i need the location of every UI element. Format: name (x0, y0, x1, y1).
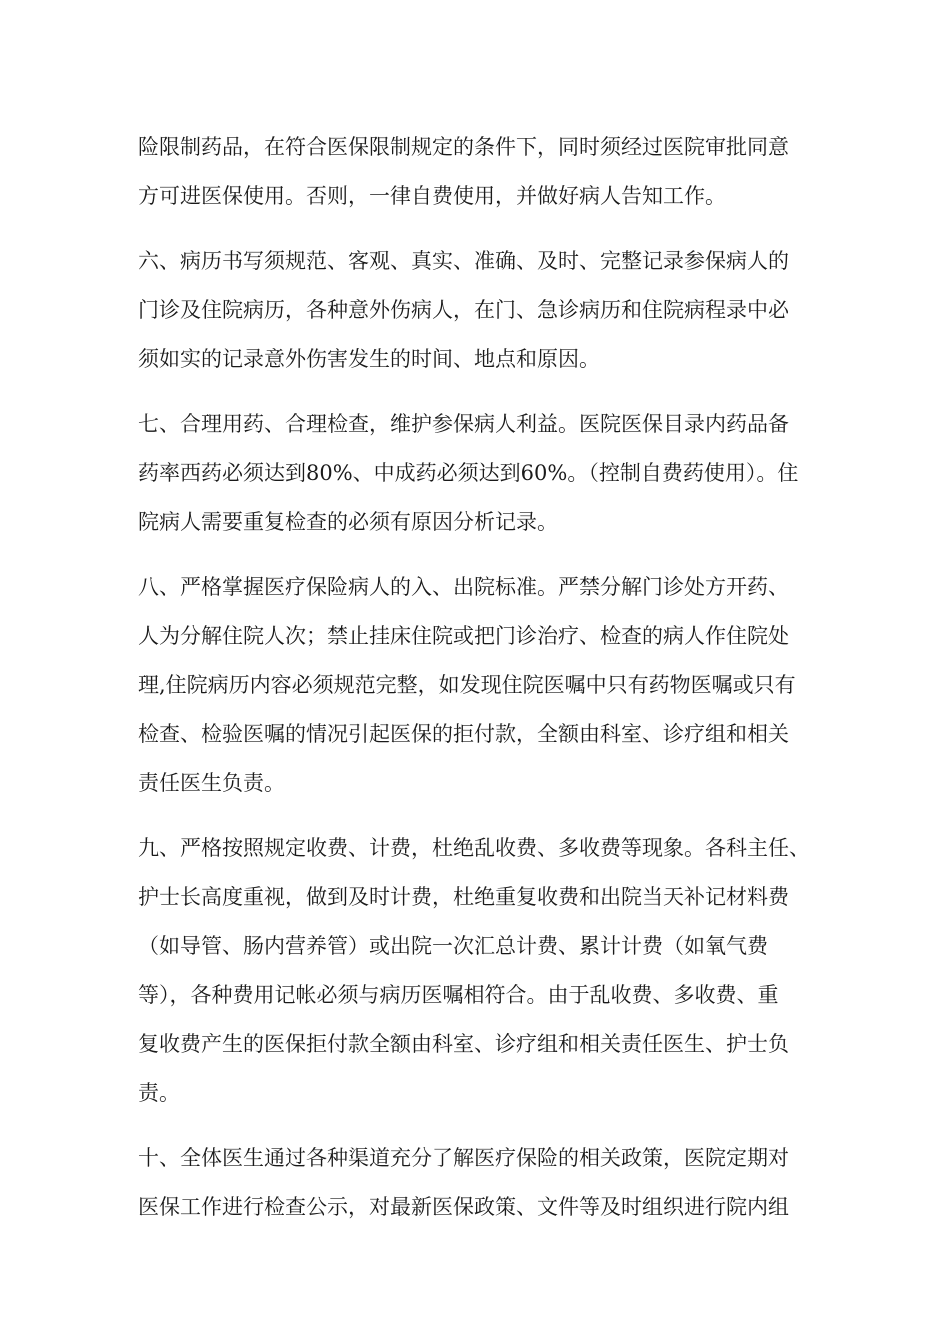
text-line: 须如实的记录意外伤害发生的时间、地点和原因。 (138, 347, 600, 371)
text-line: 方可进医保使用。否则，一律自费使用，并做好病人告知工作。 (138, 184, 726, 208)
text-line: 药率西药必须达到80%、中成药必须达到60%。（控制自费药使用）。住 (138, 461, 799, 485)
paragraph-item-8 (138, 563, 838, 808)
text-line: （如导管、肠内营养管）或出院一次汇总计费、累计计费（如氧气费 (138, 934, 768, 958)
text-line: 责任医生负责。 (138, 771, 285, 795)
text-line: 门诊及住院病历，各种意外伤病人，在门、急诊病历和住院病程录中必 (138, 298, 789, 322)
text-line: 理,住院病历内容必须规范完整，如发现住院医嘱中只有药物医嘱或只有 (138, 673, 796, 697)
text-line: 等），各种费用记帐必须与病历医嘱相符合。由于乱收费、多收费、重 (138, 983, 779, 1007)
text-line: 护士长高度重视，做到及时计费，杜绝重复收费和出院当天补记材料费 (138, 885, 789, 909)
paragraph-item-6 (138, 237, 838, 384)
text-line: 九、严格按照规定收费、计费，杜绝乱收费、多收费等现象。各科主任、 (138, 836, 810, 860)
document-body (138, 123, 838, 1248)
text-line: 八、严格掌握医疗保险病人的入、出院标准。严禁分解门诊处方开药、 (138, 575, 789, 599)
text-line: 人为分解住院人次；禁止挂床住院或把门诊治疗、检查的病人作住院处 (138, 624, 789, 648)
text-line: 检查、检验医嘱的情况引起医保的拒付款，全额由科室、诊疗组和相关 (138, 722, 789, 746)
paragraph-continuation (138, 123, 838, 221)
paragraph-item-10 (138, 1134, 838, 1232)
text-line: 院病人需要重复检查的必须有原因分析记录。 (138, 510, 558, 534)
text-line: 复收费产生的医保拒付款全额由科室、诊疗组和相关责任医生、护士负 (138, 1032, 789, 1056)
text-line: 十、全体医生通过各种渠道充分了解医疗保险的相关政策，医院定期对 (138, 1146, 789, 1170)
paragraph-item-9 (138, 824, 838, 1118)
text-line: 医保工作进行检查公示，对最新医保政策、文件等及时组织进行院内组 (138, 1195, 789, 1219)
paragraph-item-7 (138, 400, 838, 547)
text-line: 险限制药品，在符合医保限制规定的条件下，同时须经过医院审批同意 (138, 135, 789, 159)
text-line: 七、合理用药、合理检查，维护参保病人利益。医院医保目录内药品备 (138, 412, 789, 436)
text-line: 六、病历书写须规范、客观、真实、准确、及时、完整记录参保病人的 (138, 249, 789, 273)
text-line: 责。 (138, 1081, 180, 1105)
